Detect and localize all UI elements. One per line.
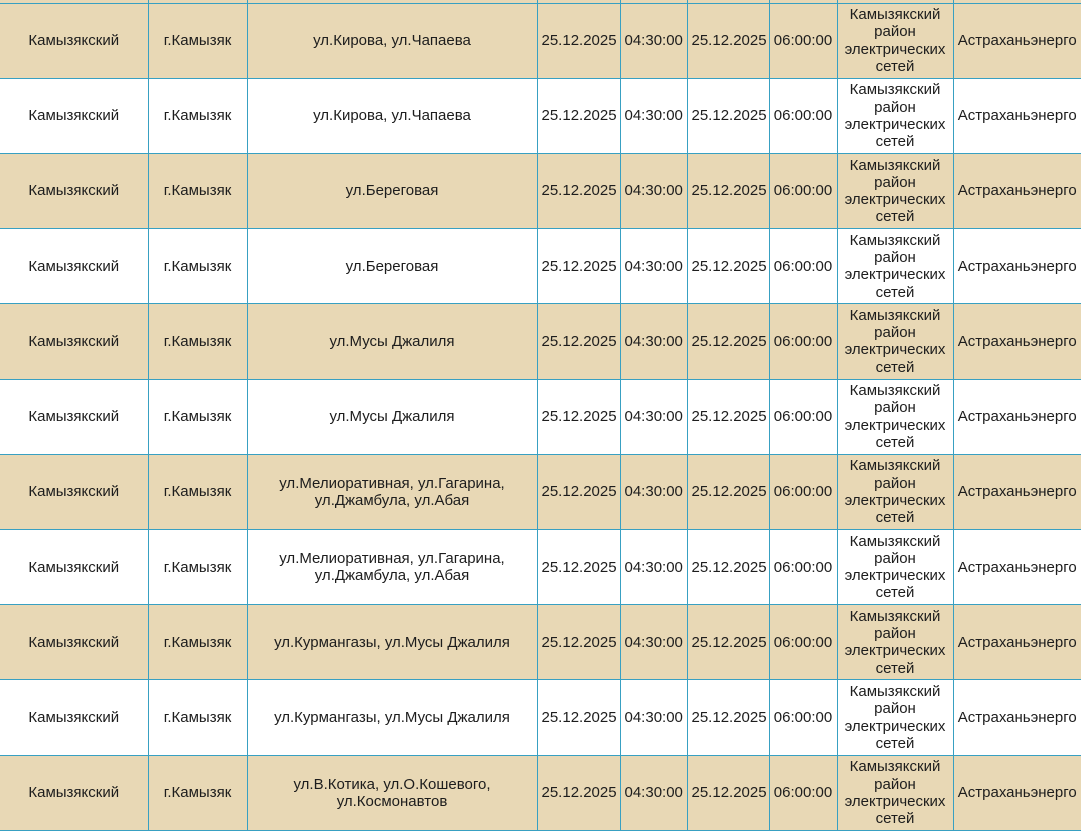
cell-company: Астраханьэнерго [953,379,1081,454]
cell-grid-branch: Камызякский район электрических сетей [837,3,953,78]
cell-end-time: 06:00:00 [769,605,837,680]
cell-grid-branch: Камызякский район электрических сетей [837,229,953,304]
cell-settlement: г.Камызяк [148,454,247,529]
cell-district: Камызякский [0,680,148,755]
table-row [0,454,1081,529]
cell-start-time: 04:30:00 [620,680,687,755]
cell-end-date: 25.12.2025 [687,304,769,379]
cell-district: Камызякский [0,605,148,680]
cell-grid-branch: Камызякский район электрических сетей [837,304,953,379]
cell-settlement: г.Камызяк [148,755,247,830]
cell-settlement: г.Камызяк [148,680,247,755]
cell-streets: ул.Мелиоративная, ул.Гагарина, ул.Джамбула, ул.Абая [247,530,537,605]
cell-grid-branch: Камызякский район электрических сетей [837,755,953,830]
table-row [0,229,1081,304]
cell-end-time: 06:00:00 [769,454,837,529]
cell-end-time: 06:00:00 [769,755,837,830]
cell-end-time: 06:00:00 [769,379,837,454]
cell-company: Астраханьэнерго [953,3,1081,78]
cell-streets: ул.В.Котика, ул.О.Кошевого, ул.Космонавтов [247,755,537,830]
cell-end-date: 25.12.2025 [687,3,769,78]
cell-company: Астраханьэнерго [953,153,1081,228]
cell-start-date: 25.12.2025 [537,530,620,605]
cell-grid-branch: Камызякский район электрических сетей [837,605,953,680]
cell-streets: ул.Кирова, ул.Чапаева [247,3,537,78]
cell-end-time: 06:00:00 [769,3,837,78]
cell-end-date: 25.12.2025 [687,78,769,153]
cell-end-date: 25.12.2025 [687,530,769,605]
cell-start-date: 25.12.2025 [537,3,620,78]
table-row [0,78,1081,153]
cell-district: Камызякский [0,530,148,605]
cell-company: Астраханьэнерго [953,605,1081,680]
cell-district: Камызякский [0,454,148,529]
cell-end-time: 06:00:00 [769,229,837,304]
cell-district: Камызякский [0,3,148,78]
table-row [0,304,1081,379]
cell-start-time: 04:30:00 [620,304,687,379]
cell-end-date: 25.12.2025 [687,229,769,304]
cell-district: Камызякский [0,153,148,228]
table-row [0,3,1081,78]
cell-end-time: 06:00:00 [769,304,837,379]
cell-settlement: г.Камызяк [148,78,247,153]
cell-end-date: 25.12.2025 [687,454,769,529]
cell-end-date: 25.12.2025 [687,379,769,454]
cell-company: Астраханьэнерго [953,78,1081,153]
cell-grid-branch: Камызякский район электрических сетей [837,680,953,755]
cell-settlement: г.Камызяк [148,605,247,680]
cell-start-date: 25.12.2025 [537,304,620,379]
cell-end-date: 25.12.2025 [687,153,769,228]
cell-start-date: 25.12.2025 [537,605,620,680]
cell-start-time: 04:30:00 [620,530,687,605]
cell-start-time: 04:30:00 [620,454,687,529]
cell-end-date: 25.12.2025 [687,680,769,755]
cell-start-date: 25.12.2025 [537,153,620,228]
cell-start-time: 04:30:00 [620,755,687,830]
cell-streets: ул.Мусы Джалиля [247,304,537,379]
cell-start-date: 25.12.2025 [537,379,620,454]
cell-start-date: 25.12.2025 [537,755,620,830]
cell-end-time: 06:00:00 [769,153,837,228]
cell-streets: ул.Береговая [247,153,537,228]
cell-company: Астраханьэнерго [953,304,1081,379]
cell-company: Астраханьэнерго [953,454,1081,529]
cell-company: Астраханьэнерго [953,229,1081,304]
cell-start-time: 04:30:00 [620,605,687,680]
cell-start-time: 04:30:00 [620,78,687,153]
cell-start-time: 04:30:00 [620,3,687,78]
cell-district: Камызякский [0,78,148,153]
cell-start-date: 25.12.2025 [537,229,620,304]
table-row [0,605,1081,680]
cell-end-time: 06:00:00 [769,680,837,755]
cell-start-date: 25.12.2025 [537,78,620,153]
cell-grid-branch: Камызякский район электрических сетей [837,78,953,153]
cell-grid-branch: Камызякский район электрических сетей [837,454,953,529]
cell-district: Камызякский [0,304,148,379]
table-row [0,379,1081,454]
cell-settlement: г.Камызяк [148,304,247,379]
cell-settlement: г.Камызяк [148,379,247,454]
cell-streets: ул.Курмангазы, ул.Мусы Джалиля [247,680,537,755]
table-row [0,153,1081,228]
cell-end-time: 06:00:00 [769,530,837,605]
cell-streets: ул.Кирова, ул.Чапаева [247,78,537,153]
table-row [0,530,1081,605]
cell-start-time: 04:30:00 [620,153,687,228]
cell-grid-branch: Камызякский район электрических сетей [837,530,953,605]
cell-settlement: г.Камызяк [148,3,247,78]
cell-start-time: 04:30:00 [620,229,687,304]
cell-settlement: г.Камызяк [148,229,247,304]
cell-start-date: 25.12.2025 [537,454,620,529]
cell-end-date: 25.12.2025 [687,605,769,680]
cell-district: Камызякский [0,379,148,454]
cell-streets: ул.Курмангазы, ул.Мусы Джалиля [247,605,537,680]
cell-company: Астраханьэнерго [953,680,1081,755]
cell-start-date: 25.12.2025 [537,680,620,755]
cell-grid-branch: Камызякский район электрических сетей [837,379,953,454]
cell-streets: ул.Мусы Джалиля [247,379,537,454]
cell-company: Астраханьэнерго [953,755,1081,830]
table-row [0,680,1081,755]
cell-end-time: 06:00:00 [769,78,837,153]
cell-district: Камызякский [0,755,148,830]
cell-settlement: г.Камызяк [148,153,247,228]
table-row [0,755,1081,830]
cell-district: Камызякский [0,229,148,304]
cell-settlement: г.Камызяк [148,530,247,605]
cell-grid-branch: Камызякский район электрических сетей [837,153,953,228]
cell-company: Астраханьэнерго [953,530,1081,605]
cell-streets: ул.Мелиоративная, ул.Гагарина, ул.Джамбула, ул.Абая [247,454,537,529]
cell-end-date: 25.12.2025 [687,755,769,830]
cell-start-time: 04:30:00 [620,379,687,454]
cell-streets: ул.Береговая [247,229,537,304]
